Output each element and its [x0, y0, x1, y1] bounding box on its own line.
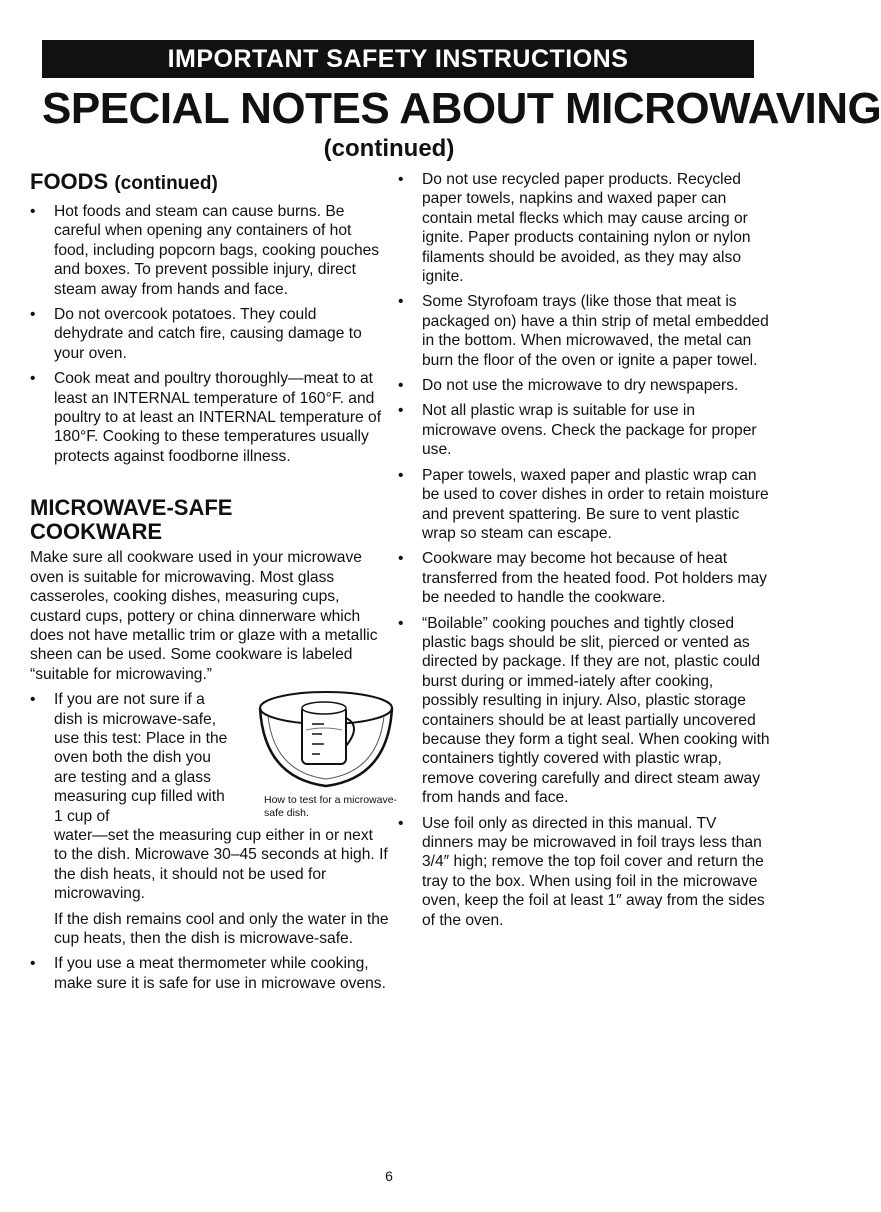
- dish-test-text-below-figure: water—set the measuring cup either in or next to the dish. Microwave 30–45 seconds at high. If the dish heats, it should not be used for microwaving.: [54, 826, 388, 903]
- foods-heading-sub: (continued): [114, 173, 218, 194]
- right-bullet: • “Boilable” cooking pouches and tightly closed plastic bags should be slit, pierced or vented as directed by package. If they are not, plastic could burst during or immed-iately after cooking, possibly resulting in injury. Also, plastic storage containers should be at least partially uncovered because they form a tight seal. When cooking with containers tightly covered with plastic wrap, remove covering carefully and direct steam away from hands and face.: [398, 614, 770, 808]
- dish-test-block: [30, 690, 398, 903]
- foods-bullet: • Cook meat and poultry thoroughly—meat to at least an INTERNAL temperature of 160°F. and poultry to at least an INTERNAL temperature of 180°F. Cooking to these temperatures usually protects against foodborne illness.: [30, 369, 390, 466]
- page-number: 6: [385, 1168, 393, 1184]
- dish-test-text-beside-figure: • If you are not sure if a dish is microwave-safe, use this test: Place in the oven both the dish you are testing and a glass measuring cup filled with 1 cup of: [54, 691, 228, 825]
- foods-heading-text: FOODS: [30, 169, 109, 194]
- cookware-heading: MICROWAVE-SAFE COOKWARE: [30, 495, 233, 545]
- foods-bullet: • Do not overcook potatoes. They could dehydrate and catch fire, causing damage to your oven.: [30, 305, 390, 363]
- right-bullet: • Do not use recycled paper products. Recycled paper towels, napkins and waxed paper can contain metal flecks which may cause arcing or ignite. Paper products containing nylon or nylon filaments should be avoided, as they may also ignite.: [398, 170, 770, 286]
- left-column: [30, 169, 398, 999]
- right-bullet: • Some Styrofoam trays (like those that meat is packaged on) have a thin strip of metal embedded in the bottom. When microwaved, the metal can burn the floor of the oven or ignite a paper towel.: [398, 292, 770, 370]
- right-column: [398, 170, 770, 936]
- foods-bullet: • Hot foods and steam can cause burns. Be careful when opening any containers of hot food, including popcorn bags, cooking pouches and boxes. To prevent possible injury, direct steam away from hands and face.: [30, 202, 390, 299]
- figure-caption: How to test for a microwave-safe dish.: [264, 794, 398, 820]
- page-subtitle: (continued): [323, 135, 455, 162]
- dish-test-follow: If the dish remains cool and only the water in the cup heats, then the dish is microwave-safe.: [54, 910, 389, 947]
- dish-test-bullet: [30, 690, 390, 903]
- right-bullet: • Do not use the microwave to dry newspapers.: [398, 376, 770, 395]
- safety-banner: IMPORTANT SAFETY INSTRUCTIONS: [42, 40, 754, 78]
- dish-test-text: [54, 690, 390, 903]
- foods-heading: [30, 170, 390, 196]
- right-bullet: • Not all plastic wrap is suitable for use in microwave ovens. Check the package for proper use.: [398, 401, 770, 459]
- thermometer-bullet: • If you use a meat thermometer while cooking, make sure it is safe for use in microwave ovens.: [30, 954, 390, 993]
- cookware-intro: Make sure all cookware used in your microwave oven is suitable for microwaving. Most glass casseroles, cooking dishes, measuring cups, custard cups, pottery or china dinnerware which does not have metallic trim or glaze with a metallic sheen can be used. Some cookware is labeled “suitable for microwaving.”: [30, 549, 378, 683]
- right-bullet: • Paper towels, waxed paper and plastic wrap can be used to cover dishes in order to retain moisture and prevent spattering. Be sure to vent plastic wrap so steam can escape.: [398, 466, 770, 544]
- right-bullet: • Cookware may become hot because of heat transferred from the heated food. Pot holders may be needed to handle the cookware.: [398, 549, 770, 607]
- right-bullet: • Use foil only as directed in this manual. TV dinners may be microwaved in foil trays less than 3/4″ high; remove the top foil cover and return the tray to the box. When using foil in the microwave oven, keep the foil at least 1″ away from the sides of the oven.: [398, 814, 770, 930]
- page-title: SPECIAL NOTES ABOUT MICROWAVING: [42, 84, 881, 133]
